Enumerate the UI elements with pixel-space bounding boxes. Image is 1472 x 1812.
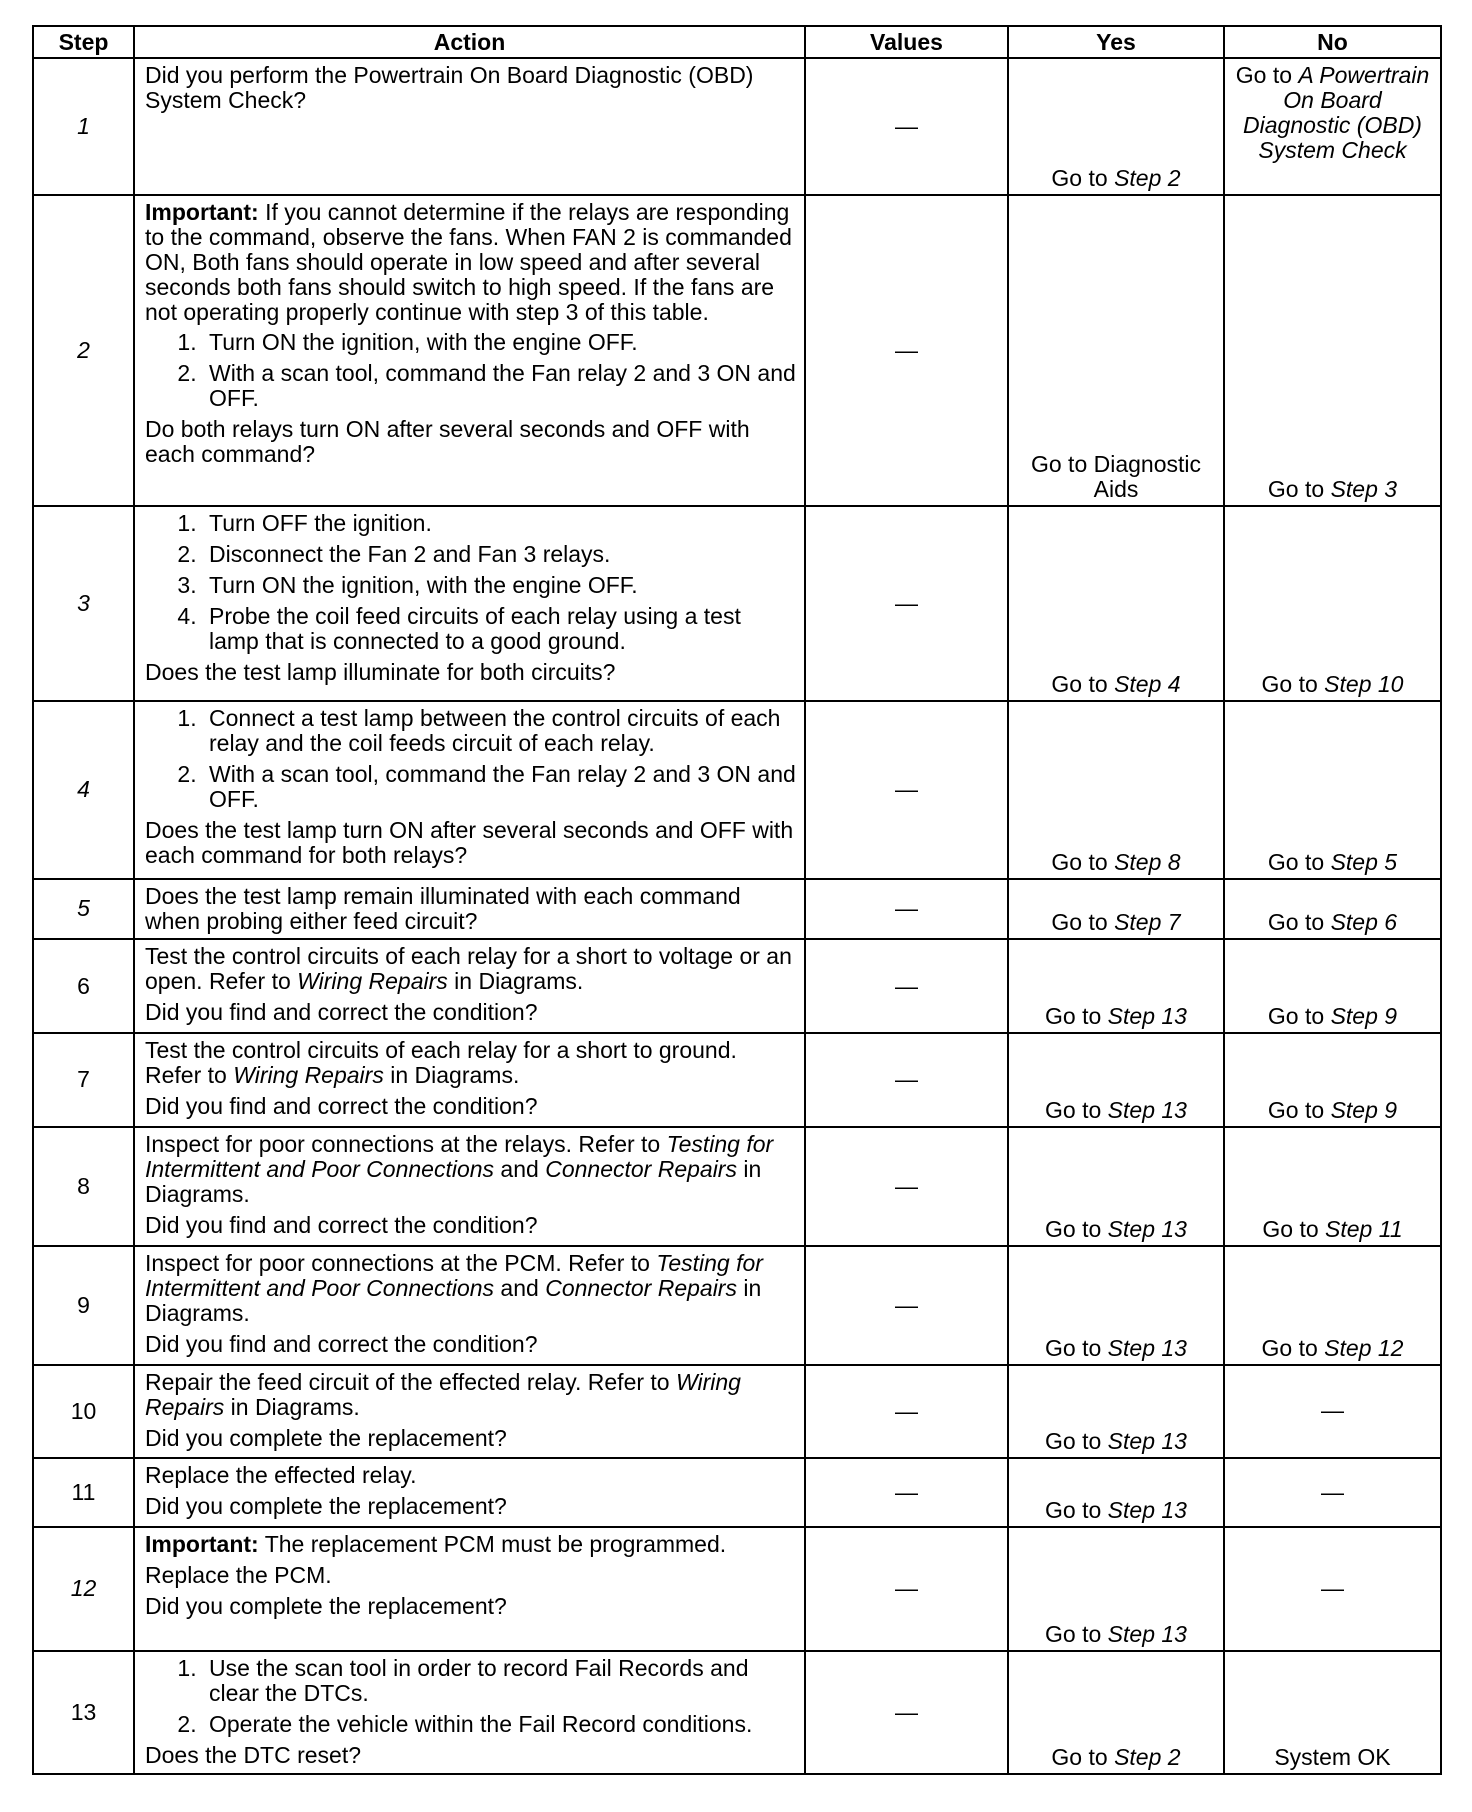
table-row — [33, 58, 1441, 195]
text-run: Does the test lamp illuminate for both circuits? — [145, 658, 616, 685]
step-number: 13 — [33, 1651, 134, 1774]
values-dash: — — [895, 895, 918, 922]
step-number: 6 — [33, 939, 134, 1033]
text-run: System OK — [1274, 1744, 1391, 1770]
italic-text: A Powertrain On Board Diagnostic (OBD) System Check — [1243, 62, 1430, 163]
text-run: Go to — [1267, 1096, 1331, 1123]
action-cell — [134, 1527, 805, 1651]
text-run: in Diagrams. — [224, 1393, 360, 1420]
italic-text: Step 13 — [1107, 1334, 1187, 1361]
no-cell — [1224, 1527, 1441, 1651]
action-paragraph — [145, 1332, 796, 1357]
step-number: 8 — [33, 1127, 134, 1246]
italic-text: Wiring Repairs — [233, 1061, 384, 1088]
italic-text: Step 13 — [1107, 1096, 1187, 1123]
values-cell — [805, 701, 1008, 878]
action-paragraph — [145, 1251, 796, 1326]
text-run: Did you find and correct the condition? — [145, 1211, 538, 1238]
values-dash: — — [895, 1397, 918, 1424]
action-cell — [134, 58, 805, 195]
table-row — [33, 939, 1441, 1033]
action-paragraph — [145, 1370, 796, 1420]
no-cell — [1224, 701, 1441, 878]
action-paragraph — [145, 884, 796, 934]
text-run: Did you find and correct the condition? — [145, 999, 538, 1026]
text-run: Does the DTC reset? — [145, 1741, 362, 1768]
values-cell — [805, 1033, 1008, 1127]
yes-cell — [1008, 1458, 1224, 1527]
text-run: in Diagrams. — [145, 1274, 762, 1326]
diagnostic-table — [32, 25, 1442, 1775]
text-run: Go to — [1051, 165, 1115, 192]
italic-text: Step 7 — [1114, 909, 1181, 936]
action-step: 2. Operate the vehicle within the Fail Record conditions. — [203, 1712, 796, 1737]
table-row — [33, 1365, 1441, 1459]
action-cell — [134, 1651, 805, 1774]
header-no: No — [1224, 26, 1441, 58]
action-paragraph — [145, 944, 796, 994]
text-run: Go to — [1045, 1334, 1108, 1361]
action-step: 1. Use the scan tool in order to record Fail Records and clear the DTCs. — [203, 1656, 796, 1706]
yes-cell — [1008, 701, 1224, 878]
action-paragraph — [145, 660, 796, 685]
yes-cell — [1008, 506, 1224, 702]
text-run: Go to — [1267, 848, 1331, 875]
step-number: 3 — [33, 506, 134, 702]
italic-text: Step 12 — [1324, 1334, 1404, 1361]
yes-cell — [1008, 1127, 1224, 1246]
text-run: Did you find and correct the condition? — [145, 1092, 538, 1119]
text-run: Go to — [1051, 909, 1115, 936]
table-row — [33, 1127, 1441, 1246]
values-cell — [805, 1458, 1008, 1527]
action-steps — [145, 511, 796, 654]
no-cell — [1224, 506, 1441, 702]
action-cell — [134, 1127, 805, 1246]
text-run: Replace the PCM. — [145, 1561, 332, 1588]
yes-cell — [1008, 1246, 1224, 1365]
action-paragraph — [145, 1743, 796, 1768]
text-run: Do both relays turn ON after several seconds and OFF with each command? — [145, 416, 750, 468]
no-cell — [1224, 1365, 1441, 1459]
text-run: Did you complete the replacement? — [145, 1592, 507, 1619]
action-steps — [145, 330, 796, 411]
step-number: 1 — [33, 58, 134, 195]
italic-text: Connector Repairs — [545, 1155, 737, 1182]
text-run: in Diagrams. — [447, 968, 584, 995]
italic-text: Step 13 — [1107, 1002, 1187, 1029]
no-cell — [1224, 1127, 1441, 1246]
italic-text: Wiring Repairs — [297, 968, 448, 995]
italic-text: Step 13 — [1107, 1496, 1187, 1523]
values-cell — [805, 195, 1008, 506]
values-dash: — — [895, 776, 918, 803]
text-run: Go to — [1045, 1215, 1108, 1242]
table-row — [33, 701, 1441, 878]
step-number: 5 — [33, 879, 134, 939]
action-cell — [134, 1458, 805, 1527]
header-yes: Yes — [1008, 26, 1224, 58]
yes-cell — [1008, 1527, 1224, 1651]
action-cell — [134, 1033, 805, 1127]
no-cell — [1224, 195, 1441, 506]
action-step: 2. Disconnect the Fan 2 and Fan 3 relays. — [203, 542, 796, 567]
text-run: Inspect for poor connections at the PCM. Refer to — [145, 1249, 657, 1276]
header-values: Values — [805, 26, 1008, 58]
table-row — [33, 1651, 1441, 1774]
text-run: Inspect for poor connections at the relays. Refer to — [145, 1130, 667, 1157]
action-steps — [145, 1656, 796, 1737]
italic-text: Wiring Repairs — [145, 1368, 741, 1420]
italic-text: Step 4 — [1114, 671, 1181, 698]
no-cell — [1224, 1246, 1441, 1365]
action-paragraph — [145, 63, 796, 113]
values-cell — [805, 1365, 1008, 1459]
bold-text: Important: — [145, 199, 259, 226]
step-number: 10 — [33, 1365, 134, 1459]
step-number: 11 — [33, 1458, 134, 1527]
text-run: Did you complete the replacement? — [145, 1424, 507, 1451]
action-steps — [145, 706, 796, 812]
text-run: Test the control circuits of each relay for a short to voltage or an open. Refer to — [145, 943, 792, 995]
italic-text: Step 2 — [1114, 165, 1181, 192]
table-row — [33, 1033, 1441, 1127]
table-row — [33, 879, 1441, 939]
values-cell — [805, 58, 1008, 195]
no-cell — [1224, 879, 1441, 939]
text-run: Go to — [1261, 671, 1325, 698]
action-step: 1. Connect a test lamp between the control circuits of each relay and the coil feeds circuit of each relay. — [203, 706, 796, 756]
no-cell — [1224, 939, 1441, 1033]
text-run: Did you perform the Powertrain On Board Diagnostic (OBD) System Check? — [145, 62, 754, 113]
table-row — [33, 1458, 1441, 1527]
yes-cell — [1008, 1365, 1224, 1459]
step-number: 2 — [33, 195, 134, 506]
text-run: The replacement PCM must be programmed. — [258, 1530, 727, 1557]
bold-text: Important: — [145, 1530, 259, 1557]
no-dash: — — [1321, 1397, 1344, 1424]
text-run: Go to — [1267, 475, 1331, 502]
text-run: Go to — [1261, 1334, 1325, 1361]
italic-text: Step 9 — [1330, 1096, 1398, 1123]
action-paragraph — [145, 1594, 796, 1619]
values-cell — [805, 1246, 1008, 1365]
text-run: Go to — [1262, 1215, 1326, 1242]
no-cell — [1224, 1651, 1441, 1774]
italic-text: Step 13 — [1107, 1215, 1187, 1242]
values-cell — [805, 1527, 1008, 1651]
italic-text: Step 11 — [1325, 1215, 1403, 1242]
text-run: in Diagrams. — [145, 1155, 762, 1207]
values-dash: — — [895, 336, 918, 363]
italic-text: Step 5 — [1330, 848, 1398, 875]
italic-text: Step 6 — [1330, 909, 1398, 936]
action-step: 4. Probe the coil feed circuits of each relay using a test lamp that is connected to a good ground. — [203, 604, 796, 654]
action-cell — [134, 879, 805, 939]
action-paragraph — [145, 1213, 796, 1238]
action-paragraph — [145, 1463, 796, 1488]
text-run: Go to — [1045, 1428, 1108, 1455]
italic-text: Step 13 — [1107, 1620, 1187, 1647]
text-run: in Diagrams. — [383, 1061, 520, 1088]
text-run: and — [494, 1155, 546, 1182]
action-paragraph — [145, 818, 796, 868]
values-dash: — — [895, 1172, 918, 1199]
values-dash: — — [895, 1291, 918, 1318]
values-dash: — — [895, 1066, 918, 1093]
values-cell — [805, 506, 1008, 702]
text-run: If you cannot determine if the relays are responding to the command, observe the fans. When FAN 2 is commanded ON, Both fans should operate in low speed and after several seconds both fans should switch to high speed. If the fans are not operating properly continue with step 3 of this table. — [145, 199, 792, 326]
action-step: 1. Turn OFF the ignition. — [203, 511, 796, 536]
action-cell — [134, 1246, 805, 1365]
action-cell — [134, 506, 805, 702]
table-row — [33, 1246, 1441, 1365]
values-cell — [805, 1651, 1008, 1774]
no-cell — [1224, 1033, 1441, 1127]
text-run: Go to — [1045, 1620, 1108, 1647]
table-row — [33, 1527, 1441, 1651]
text-run: Go to — [1051, 848, 1115, 875]
text-run: Go to — [1235, 62, 1299, 88]
italic-text: Connector Repairs — [545, 1274, 737, 1301]
values-cell — [805, 879, 1008, 939]
action-paragraph — [145, 1132, 796, 1207]
action-step: 2. With a scan tool, command the Fan relay 2 and 3 ON and OFF. — [203, 762, 796, 812]
action-paragraph — [145, 1563, 796, 1588]
table-row — [33, 195, 1441, 506]
text-run: Go to — [1045, 1096, 1108, 1123]
action-cell — [134, 195, 805, 506]
no-cell — [1224, 58, 1441, 195]
text-run: and — [494, 1274, 546, 1301]
text-run: Does the test lamp turn ON after several seconds and OFF with each command for both relays? — [145, 817, 794, 869]
table-row — [33, 506, 1441, 702]
italic-text: Testing for Intermittent and Poor Connections — [145, 1130, 774, 1182]
italic-text: Step 10 — [1324, 671, 1404, 698]
step-number: 4 — [33, 701, 134, 878]
no-cell — [1224, 1458, 1441, 1527]
step-number: 7 — [33, 1033, 134, 1127]
action-step: 3. Turn ON the ignition, with the engine OFF. — [203, 573, 796, 598]
no-dash: — — [1321, 1574, 1344, 1601]
yes-cell — [1008, 939, 1224, 1033]
header-step: Step — [33, 26, 134, 58]
action-step: 1. Turn ON the ignition, with the engine OFF. — [203, 330, 796, 355]
values-dash: — — [895, 972, 918, 999]
values-dash: — — [895, 1698, 918, 1725]
action-cell — [134, 701, 805, 878]
action-paragraph — [145, 1426, 796, 1451]
yes-cell — [1008, 1033, 1224, 1127]
no-dash: — — [1321, 1478, 1344, 1505]
action-step: 2. With a scan tool, command the Fan relay 2 and 3 ON and OFF. — [203, 361, 796, 411]
italic-text: Step 8 — [1114, 848, 1181, 875]
yes-cell — [1008, 1651, 1224, 1774]
step-number: 12 — [33, 1527, 134, 1651]
values-dash: — — [895, 113, 918, 140]
italic-text: Step 3 — [1330, 475, 1398, 502]
text-run: Go to — [1051, 671, 1115, 698]
italic-text: Step 2 — [1114, 1744, 1181, 1770]
italic-text: Testing for Intermittent and Poor Connections — [145, 1249, 763, 1301]
text-run: Go to Diagnostic Aids — [1030, 450, 1202, 502]
action-cell — [134, 1365, 805, 1459]
text-run: Did you find and correct the condition? — [145, 1330, 538, 1357]
table-body — [33, 58, 1441, 1774]
italic-text: Step 9 — [1330, 1002, 1398, 1029]
header-row — [33, 26, 1441, 58]
text-run: Go to — [1267, 1002, 1331, 1029]
text-run: Go to — [1051, 1744, 1115, 1770]
action-paragraph — [145, 1000, 796, 1025]
values-dash: — — [895, 1479, 918, 1506]
text-run: Go to — [1045, 1496, 1108, 1523]
action-paragraph — [145, 1532, 796, 1557]
values-dash: — — [895, 1575, 918, 1602]
text-run: Repair the feed circuit of the effected relay. Refer to — [145, 1368, 676, 1395]
yes-cell — [1008, 58, 1224, 195]
values-cell — [805, 939, 1008, 1033]
action-cell — [134, 939, 805, 1033]
text-run: Replace the effected relay. — [145, 1462, 417, 1489]
action-paragraph — [145, 417, 796, 467]
text-run: Go to — [1045, 1002, 1108, 1029]
values-dash: — — [895, 589, 918, 616]
header-action: Action — [134, 26, 805, 58]
yes-cell — [1008, 195, 1224, 506]
values-cell — [805, 1127, 1008, 1246]
action-paragraph — [145, 200, 796, 325]
text-run: Test the control circuits of each relay for a short to ground. Refer to — [145, 1036, 737, 1088]
text-run: Go to — [1267, 909, 1331, 936]
yes-cell — [1008, 879, 1224, 939]
action-paragraph — [145, 1094, 796, 1119]
text-run: Does the test lamp remain illuminated with each command when probing either feed circuit? — [145, 882, 741, 934]
italic-text: Step 13 — [1107, 1428, 1187, 1455]
action-paragraph — [145, 1494, 796, 1519]
action-paragraph — [145, 1038, 796, 1088]
step-number: 9 — [33, 1246, 134, 1365]
text-run: Did you complete the replacement? — [145, 1493, 507, 1520]
